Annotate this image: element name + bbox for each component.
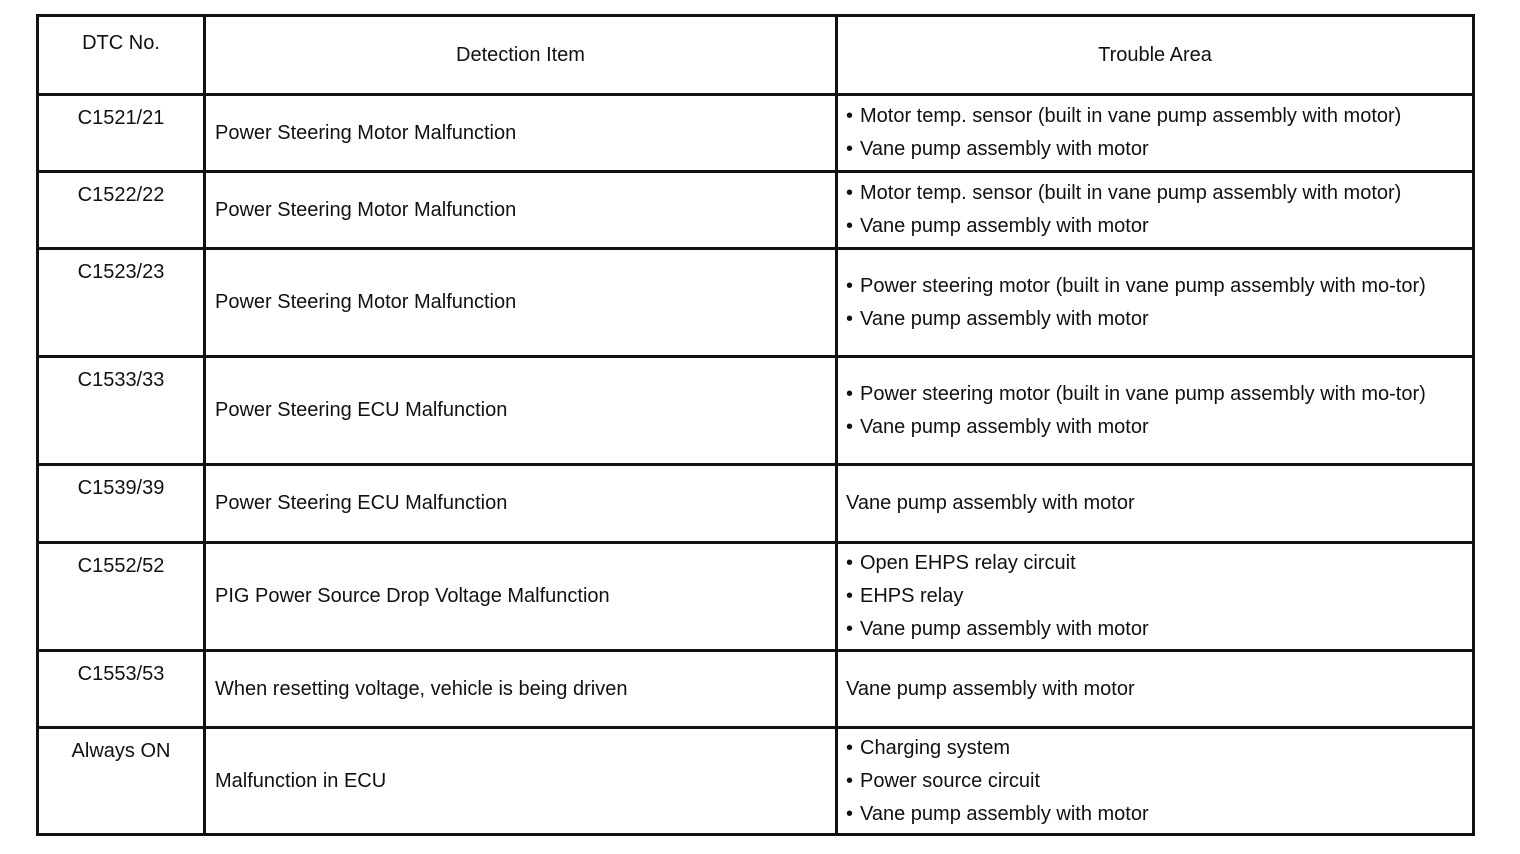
- table-row: [38, 357, 1474, 465]
- trouble-area-item: • Power source circuit: [846, 765, 1466, 798]
- trouble-area-text: Vane pump assembly with motor: [846, 677, 1135, 700]
- bullet-icon: •: [846, 307, 854, 330]
- trouble-area-item: • Vane pump assembly with motor: [846, 798, 1466, 831]
- trouble-area: [837, 728, 1474, 835]
- trouble-area-text: Vane pump assembly with motor: [846, 492, 1135, 514]
- table-row: [38, 172, 1474, 249]
- dtc-code: C1552/52: [38, 543, 205, 651]
- trouble-area: [837, 357, 1474, 465]
- trouble-area-item: • Vane pump assembly with motor: [846, 133, 1466, 166]
- dtc-table: [36, 14, 1475, 836]
- dtc-code: C1539/39: [38, 465, 205, 543]
- trouble-area: [837, 172, 1474, 249]
- table-row: [38, 249, 1474, 357]
- bullet-icon: •: [846, 138, 854, 160]
- trouble-area: [837, 465, 1474, 543]
- dtc-code: C1553/53: [38, 651, 205, 728]
- bullet-icon: •: [846, 182, 854, 204]
- header-dtc-no: DTC No.: [38, 16, 205, 95]
- bullet-icon: •: [846, 274, 854, 297]
- bullet-icon: •: [846, 215, 854, 237]
- detection-item: Power Steering Motor Malfunction: [205, 249, 837, 357]
- bullet-icon: •: [846, 552, 854, 574]
- trouble-area-item: • Vane pump assembly with motor: [846, 411, 1466, 444]
- bullet-icon: •: [846, 769, 854, 792]
- dtc-code: C1523/23: [38, 249, 205, 357]
- trouble-area-item: • Motor temp. sensor (built in vane pump assembly with motor): [846, 100, 1466, 133]
- table-row: [38, 543, 1474, 651]
- trouble-area-item: • Vane pump assembly with motor: [846, 613, 1466, 646]
- header-trouble-area: Trouble Area: [837, 16, 1474, 95]
- table-row: [38, 95, 1474, 172]
- trouble-area-item: • Power steering motor (built in vane pump assembly with mo-tor): [846, 378, 1466, 411]
- trouble-area-item: • Vane pump assembly with motor: [846, 303, 1466, 336]
- trouble-area: [837, 543, 1474, 651]
- table-row: [38, 651, 1474, 728]
- detection-item: Power Steering Motor Malfunction: [205, 172, 837, 249]
- trouble-area-item: • Open EHPS relay circuit: [846, 547, 1466, 580]
- detection-item: Power Steering ECU Malfunction: [205, 357, 837, 465]
- header-row: [38, 16, 1474, 95]
- trouble-area-item: • EHPS relay: [846, 580, 1466, 613]
- bullet-icon: •: [846, 105, 854, 127]
- bullet-icon: •: [846, 382, 854, 405]
- bullet-icon: •: [846, 618, 854, 640]
- dtc-code: Always ON: [38, 728, 205, 835]
- trouble-area-item: • Charging system: [846, 732, 1466, 765]
- trouble-area: [837, 95, 1474, 172]
- trouble-area-item: • Motor temp. sensor (built in vane pump assembly with motor): [846, 177, 1466, 210]
- trouble-area: [837, 651, 1474, 728]
- trouble-area: [837, 249, 1474, 357]
- table-row: [38, 465, 1474, 543]
- bullet-icon: •: [846, 736, 854, 759]
- detection-item: PIG Power Source Drop Voltage Malfunction: [205, 543, 837, 651]
- detection-item: Power Steering Motor Malfunction: [205, 95, 837, 172]
- header-detection-item: Detection Item: [205, 16, 837, 95]
- detection-item: Malfunction in ECU: [205, 728, 837, 835]
- trouble-area-item: • Power steering motor (built in vane pump assembly with mo-tor): [846, 270, 1466, 303]
- detection-item: Power Steering ECU Malfunction: [205, 465, 837, 543]
- dtc-code: C1521/21: [38, 95, 205, 172]
- trouble-area-item: • Vane pump assembly with motor: [846, 210, 1466, 243]
- dtc-code: C1533/33: [38, 357, 205, 465]
- bullet-icon: •: [846, 585, 854, 607]
- bullet-icon: •: [846, 802, 854, 825]
- dtc-code: C1522/22: [38, 172, 205, 249]
- bullet-icon: •: [846, 415, 854, 438]
- detection-item: When resetting voltage, vehicle is being driven: [205, 651, 837, 728]
- table-row: [38, 728, 1474, 835]
